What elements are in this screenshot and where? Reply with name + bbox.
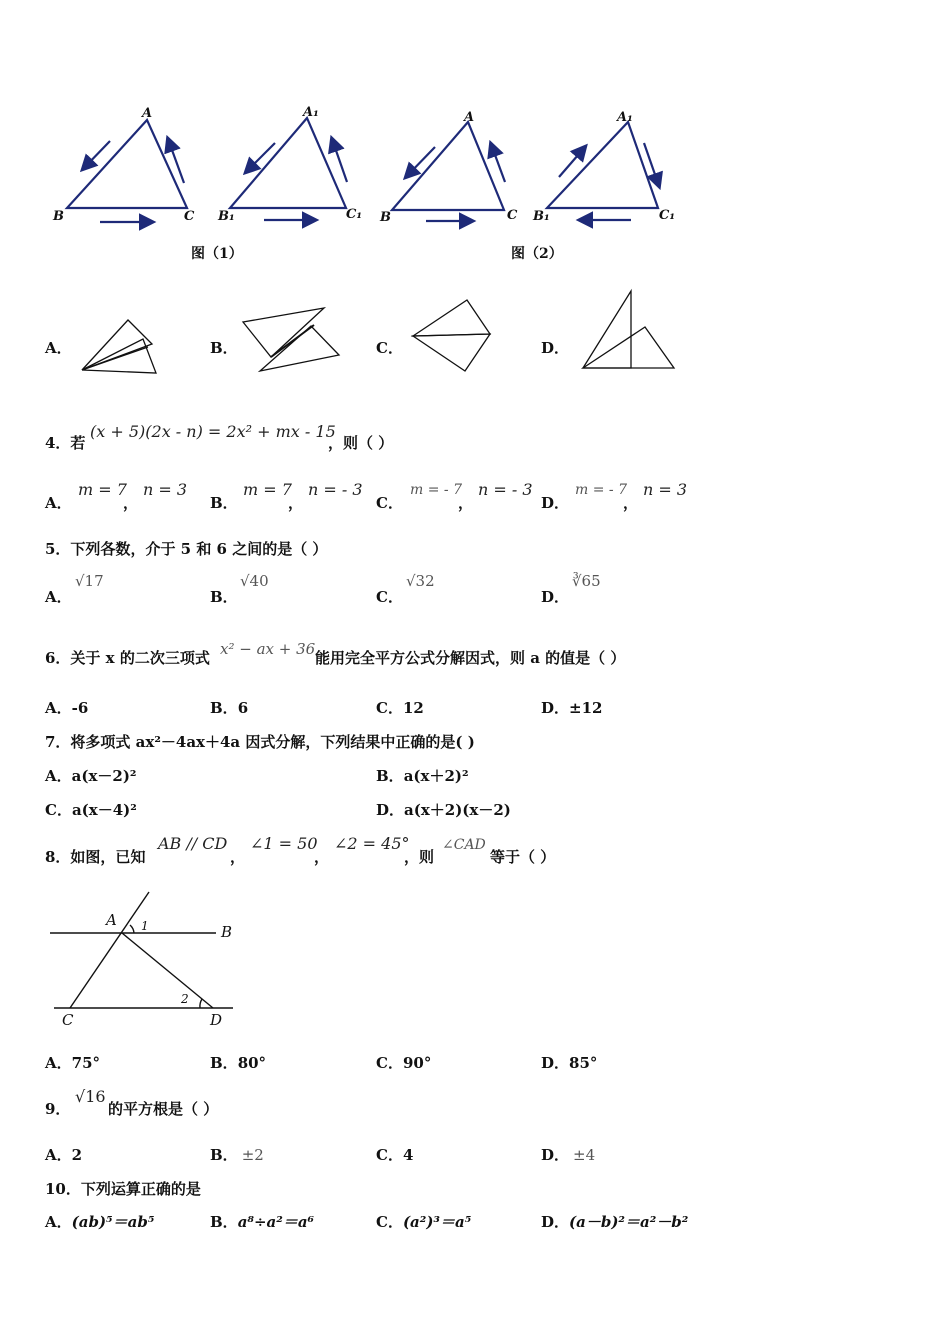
q9-option-a[interactable] [45, 1144, 82, 1165]
q9-option-b[interactable] [210, 1144, 264, 1165]
q3-option-d-figure[interactable] [580, 288, 678, 372]
q10-option-b-value: a⁸÷a²＝a⁶ [237, 1213, 315, 1231]
q4-option-c-sep: ， [458, 494, 474, 512]
q8-label-c: C [62, 1011, 74, 1029]
q3-option-a-figure[interactable] [78, 315, 160, 377]
q6-option-b-label: B． [210, 699, 238, 717]
q8-option-b-label: B． [210, 1054, 238, 1072]
q7-option-a[interactable] [45, 765, 137, 786]
q6-option-c[interactable] [376, 697, 424, 718]
q8-condition-parallel: AB // CD [158, 834, 228, 853]
q4-stem [45, 432, 85, 453]
q3-option-a-label[interactable]: A． [45, 339, 72, 357]
q8-option-a-value: 75° [71, 1054, 101, 1072]
q4-option-b-n[interactable]: n = - 3 [308, 480, 363, 499]
q4-option-c-m[interactable]: m = - 7 [410, 482, 462, 498]
q6-option-a-value: -6 [71, 699, 89, 717]
q8-figure [48, 888, 248, 1030]
q4-option-a-m[interactable]: m = 7 [78, 480, 127, 499]
q5-stem: 5．下列各数，介于 5 和 6 之间的是（ ） [45, 540, 328, 558]
q9-option-b-value: ±2 [241, 1146, 264, 1164]
q8-option-d-label: D． [541, 1054, 570, 1072]
q8-label-b: B [221, 923, 233, 941]
q8-option-b-value: 80° [237, 1054, 267, 1072]
q10-option-b-label: B． [210, 1213, 238, 1231]
q5-option-c-label[interactable]: C． [376, 588, 403, 606]
q6-option-a-label: A． [45, 699, 72, 717]
label-c: C [507, 208, 518, 223]
q9-option-d[interactable] [541, 1144, 595, 1165]
q4-option-c-label[interactable]: C． [376, 494, 403, 512]
q7-option-b-value: a(x＋2)² [403, 767, 469, 785]
q10-option-c[interactable] [376, 1211, 471, 1232]
q7-option-b-label: B． [376, 767, 404, 785]
q8-mid: ，则 [404, 848, 435, 866]
triangle-abc-1 [67, 120, 187, 208]
q7-stem: 7．将多项式 ax²－4ax＋4a 因式分解，下列结果中正确的是( ) [45, 733, 475, 751]
q8-sep-1: ， [230, 848, 246, 866]
triangle-figures [40, 95, 700, 270]
q10-option-c-label: C． [376, 1213, 403, 1231]
label-c: C [184, 209, 195, 224]
q5-option-c-value[interactable]: √32 [406, 572, 435, 590]
label-a1: A₁ [303, 105, 319, 120]
q9-expression: √16 [75, 1087, 106, 1106]
q9-option-a-label: A． [45, 1146, 72, 1164]
q5-option-a-value[interactable]: √17 [75, 572, 104, 590]
q8-option-d[interactable] [541, 1052, 597, 1073]
q10-option-d-label: D． [541, 1213, 570, 1231]
q9-option-d-label: D． [541, 1146, 570, 1164]
q4-option-d-m[interactable]: m = - 7 [575, 482, 627, 498]
q4-option-b-sep: ， [288, 494, 304, 512]
q6-option-d-value: ±12 [569, 699, 603, 717]
q7-option-c-label: C． [45, 801, 72, 819]
q5-option-d-label[interactable]: D． [541, 588, 570, 606]
q7-option-b[interactable] [376, 765, 469, 786]
q7-option-c[interactable] [45, 799, 137, 820]
label-c1: C₁ [346, 207, 363, 222]
label-a: A [142, 106, 153, 121]
q5-option-a-label[interactable]: A． [45, 588, 72, 606]
triangle-a1b1c1-1 [230, 118, 346, 208]
q3-option-c-label[interactable]: C． [376, 339, 403, 357]
q9-option-c[interactable] [376, 1144, 413, 1165]
q9-suffix: 的平方根是（ ） [108, 1100, 219, 1118]
q8-option-c-value: 90° [402, 1054, 432, 1072]
q7-option-d-value: a(x＋2)(x－2) [404, 801, 511, 819]
q5-option-b-label[interactable]: B． [210, 588, 238, 606]
q6-option-b[interactable] [210, 697, 248, 718]
q9-option-a-value: 2 [71, 1146, 83, 1164]
q6-suffix: 能用完全平方公式分解因式，则 a 的值是（ ） [315, 649, 626, 667]
q6-option-a[interactable] [45, 697, 88, 718]
q8-angle-1-label: 1 [141, 919, 149, 933]
q10-option-d[interactable] [541, 1211, 688, 1232]
label-b1: B₁ [533, 209, 550, 224]
q9-option-c-label: C． [376, 1146, 403, 1164]
triangle-abc-2 [392, 122, 504, 210]
q8-option-c[interactable] [376, 1052, 431, 1073]
q9-option-c-value: 4 [402, 1146, 414, 1164]
q3-option-b-figure[interactable] [240, 305, 342, 375]
q10-option-a[interactable] [45, 1211, 154, 1232]
q3-option-b-label[interactable]: B． [210, 339, 238, 357]
q8-option-d-value: 85° [569, 1054, 598, 1072]
q10-option-c-value: (a²)³＝a⁵ [402, 1213, 472, 1231]
q4-prefix: 4．若 [45, 434, 86, 452]
q9-option-d-value: ±4 [573, 1146, 596, 1164]
q8-option-a[interactable] [45, 1052, 100, 1073]
q8-option-b[interactable] [210, 1052, 266, 1073]
label-c1: C₁ [659, 208, 676, 223]
q7-option-a-label: A． [45, 767, 72, 785]
q7-option-a-value: a(x－2)² [71, 767, 137, 785]
q3-option-d-label[interactable]: D． [541, 339, 570, 357]
q4-option-c-n[interactable]: n = - 3 [478, 480, 533, 499]
q8-option-c-label: C． [376, 1054, 403, 1072]
q10-option-a-label: A． [45, 1213, 72, 1231]
q7-option-d-label: D． [376, 801, 405, 819]
q8-prefix: 8．如图，已知 [45, 848, 146, 866]
q4-option-b-m[interactable]: m = 7 [243, 480, 292, 499]
label-b: B [380, 210, 391, 225]
q8-suffix: 等于（ ） [490, 848, 556, 866]
q6-option-b-value: 6 [237, 699, 249, 717]
q4-equation: (x + 5)(2x - n) = 2x² + mx - 15 [90, 422, 336, 441]
label-b: B [53, 209, 64, 224]
figure-1-caption: 图（1） [191, 246, 243, 262]
label-b1: B₁ [218, 209, 235, 224]
q6-option-d-label: D． [541, 699, 570, 717]
q8-angle-2-label: 2 [181, 992, 189, 1006]
q9-prefix: 9． [45, 1100, 71, 1118]
q8-target-angle: ∠CAD [442, 837, 486, 853]
q4-option-d-n[interactable]: n = 3 [643, 480, 688, 499]
label-a: A [464, 110, 475, 125]
q6-expression: x² − ax + 36 [220, 640, 316, 658]
q4-option-a-n[interactable]: n = 3 [143, 480, 188, 499]
q8-label-d: D [210, 1011, 223, 1029]
q6-option-c-value: 12 [402, 699, 424, 717]
q10-option-a-value: (ab)⁵＝ab⁵ [71, 1213, 155, 1231]
q8-option-a-label: A． [45, 1054, 72, 1072]
q10-option-b[interactable] [210, 1211, 314, 1232]
q4-option-b-label[interactable]: B． [210, 494, 238, 512]
q5-option-b-value[interactable]: √40 [240, 572, 269, 590]
label-a1: A₁ [617, 110, 633, 125]
figure-2-caption: 图（2） [511, 246, 563, 262]
q7-option-c-value: a(x－4)² [71, 801, 137, 819]
q4-option-d-sep: ， [623, 494, 639, 512]
q4-option-a-sep: ， [123, 494, 139, 512]
q8-condition-angle1: ∠1 = 50 [250, 834, 318, 853]
q4-option-d-label[interactable]: D． [541, 494, 570, 512]
q8-label-a: A [106, 911, 117, 929]
q10-stem: 10．下列运算正确的是 [45, 1180, 201, 1198]
q6-prefix: 6．关于 x 的二次三项式 [45, 649, 210, 667]
q8-sep-2: ， [314, 848, 330, 866]
q9-option-b-label: B． [210, 1146, 238, 1164]
q10-option-d-value: (a－b)²＝a²－b² [569, 1213, 689, 1231]
triangle-a1b1c1-2 [547, 122, 658, 208]
q8-condition-angle2: ∠2 = 45° [334, 834, 410, 853]
q4-option-a-label[interactable]: A． [45, 494, 72, 512]
q3-option-c-figure[interactable] [408, 296, 494, 376]
q6-option-d[interactable] [541, 697, 602, 718]
q6-option-c-label: C． [376, 699, 403, 717]
q5-option-d-value[interactable]: ∛65 [572, 572, 601, 590]
q7-option-d[interactable] [376, 799, 511, 820]
q4-suffix: ，则（ ） [328, 434, 394, 452]
